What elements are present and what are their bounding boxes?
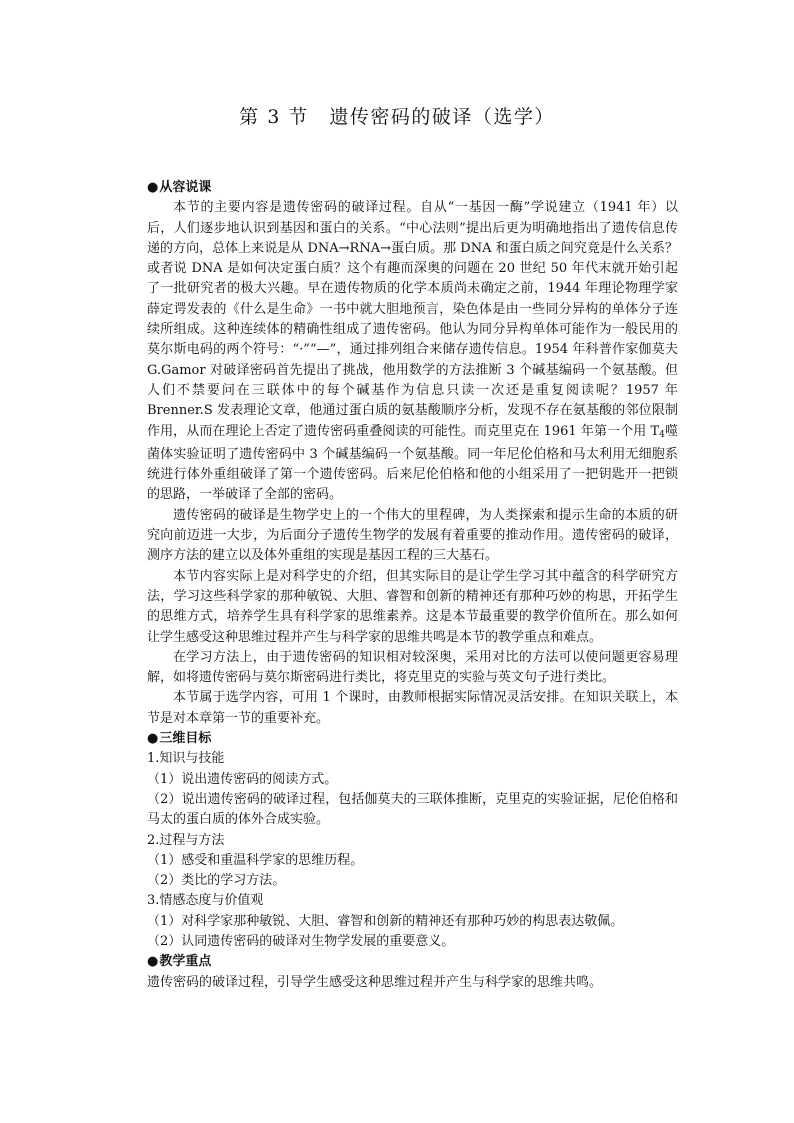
focus-text: 遗传密码的破译过程，引导学生感受这种思维过程并产生与科学家的思维共鸣。: [147, 974, 603, 990]
bullet-icon: ●: [147, 954, 159, 970]
section-heading-goals: ●三维目标: [147, 731, 212, 747]
goal-attitude-1: （1）对科学家那种敏锐、大胆、睿智和创新的精神还有那种巧妙的构思表达敬佩。: [147, 913, 624, 929]
goal-process-1: （1）感受和重温科学家的思维历程。: [147, 852, 364, 868]
paragraph-1: 本节的主要内容是遗传密码的破译过程。自从“一基因一酶”学说建立（1941 年）以后，人们逐步地认识到基因和蛋白的关系。“中心法则”提出后更为明确地指出了遗传信息传递的方向，总体上来说是从 DNA→RNA→蛋白质。那 DNA 和蛋白质之间究竟是什么关系？或者说 DNA 是如何决定蛋白质？这个有趣而深奥的问题在 20 世纪 50 年代末就开始引起了一批研究者的极大兴趣。早在遗传物质的化学本质尚未确定之前，1944 年理论物理学家薛定谔发表的《什么是生命》一书中就大胆地预言，染色体是由一些同分异构的单体分子连续所组成。这种连续体的精确性组成了遗传密码。他认为同分异构单体可能作为一般民用的莫尔斯电码的两个符号：“·”“—”，通过排列组合来储存遗传信息。1954 年科普作家伽莫夫 G.Gamor 对破译密码首先提出了挑战，他用数学的方法推断 3 个碱基编码一个氨基酸。但人们不禁要问在三联体中的每个碱基作为信息只读一次还是重复阅读呢？1957 年 Brenner.S 发表理论文章，他通过蛋白质的氨基酸顺序分析，发现不存在氨基酸的邻位限制作用，从而在理论上否定了遗传密码重叠阅读的可能性。而克里克在 1961 年第一个用 $T_4$噬菌体实验证明了遗传密码中 3 个碱基编码一个氨基酸。同一年尼伦伯格和马太利用无细胞系统进行体外重组破译了第一个遗传密码。后来尼伦伯格和他的小组采用了一把钥匙开一把锁的思路，一举破译了全部的密码。: [147, 200, 678, 503]
paragraph-3: 本节内容实际上是对科学史的介绍，但其实际目的是让学生学习其中蕴含的科学研究方法，学习这些科学家的那种敏锐、大胆、睿智和创新的精神还有那种巧妙的构思，开拓学生的思维方式，培养学生具有科学家的思维素养。这是本节最重要的教学价值所在。那么如何让学生感受这种思维过程并产生与科学家的思维共鸣是本节的教学重点和难点。: [147, 568, 678, 645]
paragraph-2: 遗传密码的破译是生物学史上的一个伟大的里程碑，为人类探索和提示生命的本质的研究向前迈进一大步，为后面分子遗传生物学的发展有着重要的推动作用。遗传密码的破译，测序方法的建立以及体外重组的实现是基因工程的三大基石。: [147, 507, 678, 564]
goal-attitude-2: （2）认同遗传密码的破译对生物学发展的重要意义。: [147, 933, 455, 949]
paragraph-4: 在学习方法上，由于遗传密码的知识相对较深奥，采用对比的方法可以使问题更容易理解，如将遗传密码与莫尔斯密码进行类比，将克里克的实验与英文句子进行类比。: [147, 649, 678, 686]
document-body: [147, 178, 678, 993]
bullet-icon: ●: [147, 731, 159, 747]
section-heading-lecture: ●从容说课: [147, 180, 212, 195]
goal-knowledge-2: （2）说出遗传密码的破译过程，包括伽莫夫的三联体推断，克里克的实验证据，尼伦伯格和马太的蛋白质的体外合成实验。: [147, 791, 678, 828]
goal-process: 2.过程与方法: [147, 832, 225, 848]
bullet-icon: ●: [147, 180, 159, 195]
page-title: 第 3 节 遗传密码的破译（选学）: [239, 106, 555, 128]
goal-knowledge-1: （1）说出遗传密码的阅读方式。: [147, 771, 338, 787]
section-heading-focus: ●教学重点: [147, 954, 212, 970]
paragraph-5: 本节属于选学内容，可用 1 个课时，由教师根据实际情况灵活安排。在知识关联上，本节是对本章第一节的重要补充。: [147, 690, 678, 726]
goal-process-2: （2）类比的学习方法。: [147, 873, 286, 889]
goal-attitude: 3.情感态度与价值观: [147, 893, 264, 909]
goal-knowledge: 1.知识与技能: [147, 751, 225, 767]
